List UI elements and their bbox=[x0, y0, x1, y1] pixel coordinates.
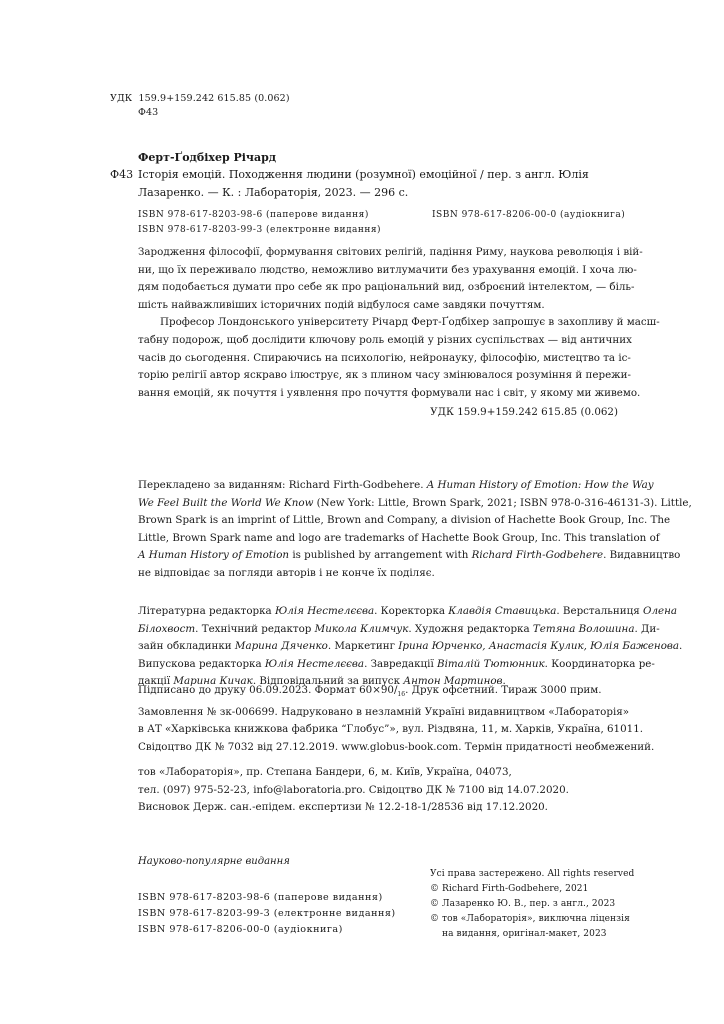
footer-isbn-paper: ISBN 978-617-8203-98-6 (паперове видання) bbox=[138, 892, 383, 903]
translation-line3: Brown Spark is an imprint of Little, Brown and Company, a division of Hachette Book Group, Inc. The bbox=[138, 514, 671, 527]
catalog-isbn-audio: ISBN 978-617-8206-00-0 (аудіокнига) bbox=[432, 210, 626, 220]
footer-isbn-list bbox=[138, 890, 396, 938]
original-title: A Human History of Emotion bbox=[138, 549, 290, 562]
credit-person: Микола Климчук bbox=[314, 622, 409, 635]
credit-person: Тетяна Волошина bbox=[532, 622, 635, 635]
footer-isbn-electronic: ISBN 978-617-8203-99-3 (електронне видання) bbox=[138, 908, 396, 919]
credit-role: дакції bbox=[138, 675, 174, 688]
translation-text: is published by arrangement with bbox=[289, 549, 472, 562]
credit-person: Юлія Нестелєєва bbox=[264, 657, 365, 670]
credits-line3 bbox=[138, 638, 683, 656]
translation-line4: Little, Brown Spark name and logo are trademarks of Hachette Book Group, Inc. This translation of bbox=[138, 531, 660, 544]
translation-text: (New York: Little, Brown Spark, 2021; ISBN 978-0-316-46131-3). Little, bbox=[313, 496, 692, 509]
abstract-p1-line: Зародження філософії, формування світових релігій, падіння Риму, наукова революція і вій- bbox=[138, 246, 643, 258]
catalog-isbn-list bbox=[138, 208, 381, 238]
credit-person: Клавдія Ставицька bbox=[448, 605, 557, 617]
credit-role: . bbox=[502, 675, 506, 688]
author-name: Ферт-Ґодбіхер Річард bbox=[138, 151, 277, 164]
abstract-udk: УДК 159.9+159.242 615.85 (0.062) bbox=[430, 406, 618, 418]
credit-role: . Верстальниця bbox=[556, 605, 644, 617]
abstract-p1-line: ни, що їх переживало людство, неможливо витлумачити без урахування емоцій. І хоча лю- bbox=[138, 263, 637, 276]
credit-person: Білохвост bbox=[138, 622, 196, 635]
credits bbox=[138, 603, 683, 691]
catalog-title bbox=[138, 166, 618, 201]
credits-line2 bbox=[138, 621, 660, 639]
credit-person: Марина Кичак bbox=[173, 675, 253, 688]
print-info-line2: Замовлення № зк-006699. Надруковано в незламній Україні видавництвом «Лабораторія» bbox=[138, 705, 630, 718]
catalog-isbn-paper: ISBN 978-617-8203-98-6 (паперове видання) bbox=[138, 210, 369, 220]
udk-header bbox=[110, 92, 290, 120]
credit-role: Літературна редакторка bbox=[138, 605, 275, 617]
abstract-p2-line: табну подорож, щоб дослідити ключову роль емоцій у різних суспільствах — від античних bbox=[138, 333, 632, 346]
original-title-part2: We Feel Built the World We Know bbox=[138, 496, 314, 509]
credit-person: Юлія Нестелєєва bbox=[274, 605, 375, 617]
copyright-translator: © Лазаренко Ю. В., пер. з англ., 2023 bbox=[430, 899, 616, 909]
publisher-line2: тел. (097) 975-52-23, info@laboratoria.pro. Свідоцтво ДК № 7100 від 14.07.2020. bbox=[138, 783, 569, 796]
print-info bbox=[138, 682, 655, 756]
abstract-p2-line: часів до сьогодення. Спираючись на психологію, нейронауку, філософію, мистецтво та іс- bbox=[138, 351, 631, 364]
credit-person: Антон Мартинов bbox=[403, 675, 503, 688]
print-info-line4: Свідоцтво ДК № 7032 від 27.12.2019. www.globus-book.com. Термін придатності необмежений. bbox=[138, 740, 655, 753]
print-format-fraction: 16 bbox=[397, 691, 406, 699]
publisher-line3: Висновок Держ. сан.-епідем. експертизи № 12.2-18-1/28536 від 17.12.2020. bbox=[138, 801, 548, 814]
credit-person: Ірина Юрченко, Анастасія Кулик, Юлія Баженова bbox=[398, 640, 680, 653]
credit-role: зайн обкладинки bbox=[138, 640, 235, 653]
credit-role: . bbox=[679, 640, 683, 653]
credits-line1 bbox=[138, 603, 678, 621]
credit-person: Олена bbox=[643, 605, 678, 617]
credit-role: . Ди- bbox=[634, 622, 660, 635]
print-info-line3: в АТ «Харківська книжкова фабрика “Глобус”», вул. Різдвяна, 11, м. Харків, Україна, 61011. bbox=[138, 723, 644, 736]
credits-line4 bbox=[138, 656, 655, 674]
genre-label: Науково-популярне видання bbox=[138, 856, 290, 867]
footer-isbn-audio: ISBN 978-617-8206-00-0 (аудіокнига) bbox=[138, 924, 343, 935]
credit-role: . Відповідальний за випуск bbox=[252, 675, 404, 688]
translation-note bbox=[138, 477, 692, 583]
abstract-p1-line: дям подобається думати про себе як про раціональний вид, озброєний інтелектом, — біль- bbox=[138, 281, 635, 294]
abstract bbox=[138, 244, 660, 402]
rights-text: Усі права застережено. All rights reserved bbox=[430, 869, 635, 879]
udk-code: 159.9+159.242 615.85 (0.062) bbox=[138, 93, 290, 104]
credit-role: . Завредакції bbox=[364, 657, 438, 670]
catalog-isbn-electronic: ISBN 978-617-8203-99-3 (електронне видання) bbox=[138, 225, 382, 235]
bbk-code: Ф43 bbox=[138, 107, 159, 118]
publisher-line1: тов «Лабораторія», пр. Степана Бандери, 6, м. Київ, Україна, 04073, bbox=[138, 766, 512, 778]
print-format-text: Підписано до друку 06.09.2023. Формат 60×90/ bbox=[138, 684, 398, 696]
rights-block bbox=[430, 867, 634, 942]
abstract-p2-line: вання емоцій, як почуття і уявлення про почуття формували нас і світ, у якому ми живемо. bbox=[138, 386, 641, 399]
abstract-p2-line: Професор Лондонського університету Річард Ферт-Ґодбіхер запрошує в захопливу й масш- bbox=[160, 316, 660, 329]
credit-person: Марина Дяченко bbox=[234, 640, 328, 653]
credit-role: . Коректорка bbox=[374, 605, 449, 617]
credit-role: . Маркетинг bbox=[327, 640, 399, 653]
translation-line6: не відповідає за погляди авторів і не конче їх поділяє. bbox=[138, 566, 435, 579]
publisher-info bbox=[138, 764, 618, 817]
shelf-code: Ф43 bbox=[110, 168, 134, 181]
original-author: Richard Firth-Godbehere bbox=[471, 549, 604, 562]
catalog-title-line1: Історія емоцій. Походження людини (розумної) емоційної / пер. з англ. Юлія bbox=[138, 168, 589, 181]
translation-line5 bbox=[138, 547, 681, 565]
copyright-publisher: © тов «Лабораторія», виключна ліцензія bbox=[430, 914, 630, 924]
translation-line1 bbox=[138, 477, 654, 495]
copyright-author: © Richard Firth-Godbehere, 2021 bbox=[430, 884, 589, 894]
translation-text: . Видавництво bbox=[603, 549, 681, 562]
copyright-publisher-cont: на видання, оригінал-макет, 2023 bbox=[442, 929, 607, 939]
translation-line2 bbox=[138, 495, 692, 513]
credit-role: Випускова редакторка bbox=[138, 657, 265, 670]
credit-role: . Координаторка ре- bbox=[544, 657, 655, 670]
print-format-text: . Друк офсетний. Тираж 3000 прим. bbox=[405, 684, 602, 696]
udk-label: УДК bbox=[110, 93, 133, 104]
abstract-p1-line: шість найважливіших історичних подій відбулося саме завдяки почуттям. bbox=[138, 298, 545, 311]
credit-role: . Технічний редактор bbox=[195, 622, 315, 635]
original-title-part1: A Human History of Emotion: How the Way bbox=[426, 479, 654, 491]
credit-role: . Художня редакторка bbox=[408, 622, 533, 635]
catalog-title-line2: Лазаренко. — К. : Лабораторія, 2023. — 296 с. bbox=[138, 185, 409, 199]
translation-text: Перекладено за виданням: Richard Firth-Godbehere. bbox=[138, 479, 427, 491]
credit-person: Віталій Тютюнник bbox=[437, 657, 545, 670]
abstract-p2-line: торію релігії автор яскраво ілюструє, як з плином часу змінювалося розуміння й пережи- bbox=[138, 369, 631, 382]
print-info-line1 bbox=[138, 682, 618, 704]
